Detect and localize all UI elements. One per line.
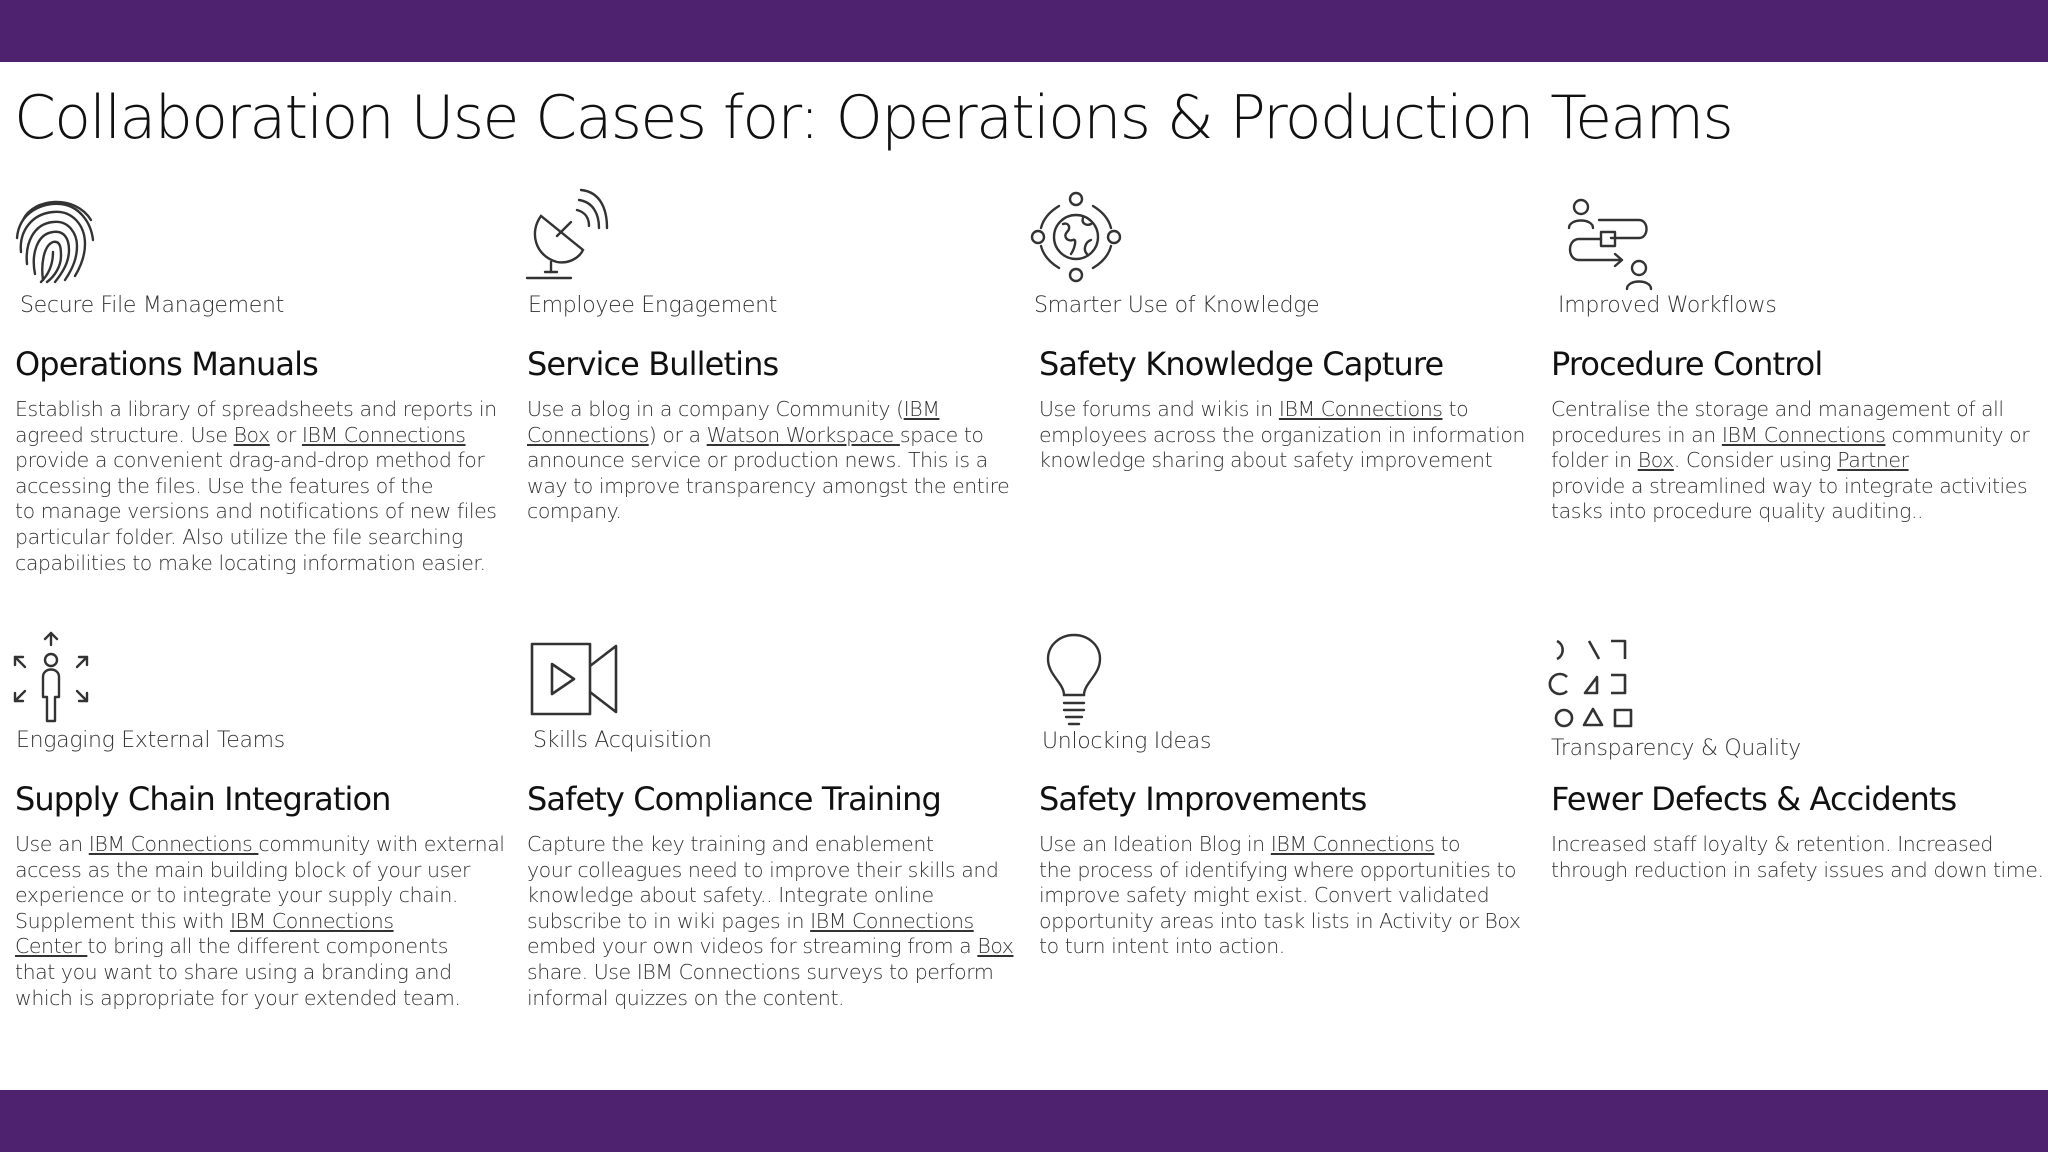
description-text: capabilities to make locating information easier. <box>15 550 486 575</box>
satellite-dish-icon <box>527 188 607 280</box>
card-description <box>527 397 1027 525</box>
description-link[interactable]: IBM Connections <box>301 422 466 447</box>
card-heading: Safety Improvements <box>1039 780 1367 818</box>
description-text: folder in <box>1551 448 1638 473</box>
card-category: Improved Workflows <box>1558 293 1777 318</box>
description-line <box>1551 397 2048 423</box>
description-text: Use a blog in a company Community ( <box>527 397 904 421</box>
description-text: way to improve transparency amongst the entire <box>527 473 1010 498</box>
description-line <box>15 525 515 551</box>
card-description <box>527 832 1027 1011</box>
description-line <box>15 832 515 858</box>
description-line <box>527 883 1027 909</box>
card-heading: Operations Manuals <box>15 345 318 383</box>
description-link[interactable]: Box <box>233 422 270 447</box>
description-line <box>15 986 515 1012</box>
card-heading: Supply Chain Integration <box>15 780 391 818</box>
description-text: Supplement this with <box>15 908 230 933</box>
person-arrows-icon <box>13 633 93 725</box>
description-text: agreed structure. Use <box>15 422 234 447</box>
description-line <box>1039 883 1539 909</box>
description-text: to bring all the different components <box>87 934 448 959</box>
description-text: informal quizzes on the content. <box>527 985 845 1010</box>
description-text: your colleagues need to improve their skills and <box>527 857 999 882</box>
description-text: the process of identifying where opportunities to <box>1039 857 1517 882</box>
description-text: space to <box>899 422 984 447</box>
description-text: knowledge sharing about safety improvement <box>1039 448 1493 473</box>
description-link[interactable]: Watson Workspace <box>706 422 900 447</box>
description-text: or <box>269 422 302 447</box>
description-text: experience or to integrate your supply chain. <box>15 883 458 908</box>
description-text: Centralise the storage and management of all <box>1551 397 2004 421</box>
description-line <box>15 474 515 500</box>
card-category: Skills Acquisition <box>533 728 712 753</box>
description-text: to <box>1434 832 1461 856</box>
description-line <box>527 474 1027 500</box>
card-category: Transparency & Quality <box>1551 736 1801 761</box>
description-text: announce service or production news. This is a <box>527 448 988 473</box>
description-link[interactable]: IBM Connections <box>1278 397 1443 421</box>
description-line <box>1551 448 2048 474</box>
description-text: that you want to share using a branding and <box>15 959 452 984</box>
description-line <box>15 397 515 423</box>
description-line <box>1039 858 1539 884</box>
description-line <box>1039 934 1539 960</box>
description-text: community with external <box>258 832 505 856</box>
description-line <box>527 832 1027 858</box>
description-link[interactable]: IBM Connections <box>1270 832 1435 856</box>
card-category: Employee Engagement <box>528 293 778 318</box>
description-text: knowledge about safety.. Integrate online <box>527 883 934 908</box>
card-heading: Safety Knowledge Capture <box>1039 345 1444 383</box>
description-text: share. Use IBM Connections surveys to perform <box>527 959 994 984</box>
description-text: Use an Ideation Blog in <box>1039 832 1271 856</box>
description-text: employees across the organization in information <box>1039 422 1525 447</box>
description-line <box>15 551 515 577</box>
description-link[interactable]: IBM Connections <box>229 908 394 933</box>
card-description <box>15 832 515 1011</box>
description-text: ) or a <box>648 422 707 447</box>
card-description <box>1551 832 2048 883</box>
description-text: Use forums and wikis in <box>1039 397 1279 421</box>
description-link[interactable]: Center <box>15 934 88 959</box>
description-line <box>527 960 1027 986</box>
video-camera-icon <box>530 642 620 716</box>
description-text: accessing the files. Use the features of the <box>15 473 433 498</box>
description-link[interactable]: Partner <box>1837 448 1909 473</box>
description-line <box>1039 397 1539 423</box>
description-text: which is appropriate for your extended team. <box>15 985 461 1010</box>
card-category: Unlocking Ideas <box>1042 729 1212 754</box>
description-line <box>15 960 515 986</box>
description-line <box>15 423 515 449</box>
description-text: . Consider using <box>1673 448 1838 473</box>
fingerprint-icon <box>15 192 97 284</box>
description-text: improve safety might exist. Convert validated <box>1039 883 1490 908</box>
description-text: through reduction in safety issues and down time. <box>1551 857 2044 882</box>
description-line <box>1551 858 2048 884</box>
description-line <box>527 934 1027 960</box>
description-text: opportunity areas into task lists in Activity or Box <box>1039 908 1521 933</box>
description-text: subscribe to in wiki pages in <box>527 908 811 933</box>
description-text: Capture the key training and enablement <box>527 832 934 856</box>
description-line <box>1551 832 2048 858</box>
description-line <box>527 499 1027 525</box>
description-line <box>527 858 1027 884</box>
description-text: procedures in an <box>1551 422 1722 447</box>
description-line <box>1039 423 1539 449</box>
card-heading: Procedure Control <box>1551 345 1823 383</box>
description-line <box>527 448 1027 474</box>
description-line <box>15 883 515 909</box>
description-line <box>527 909 1027 935</box>
description-line <box>527 986 1027 1012</box>
description-text: tasks into procedure quality auditing.. <box>1551 499 1924 524</box>
description-text: particular folder. Also utilize the file searching <box>15 524 463 549</box>
description-link[interactable]: IBM <box>903 397 940 421</box>
description-link[interactable]: IBM Connections <box>88 832 259 856</box>
description-text: provide a convenient drag-and-drop method for <box>15 448 485 473</box>
description-line <box>15 858 515 884</box>
workflow-icon <box>1565 198 1655 290</box>
description-line <box>527 423 1027 449</box>
description-text: to <box>1442 397 1469 421</box>
description-text: Use an <box>15 832 89 856</box>
description-text: embed your own videos for streaming from a <box>527 934 978 959</box>
card-description <box>15 397 515 576</box>
card-description <box>1039 397 1539 474</box>
card-heading: Service Bulletins <box>527 345 779 383</box>
description-text: access as the main building block of your user <box>15 857 470 882</box>
card-category: Smarter Use of Knowledge <box>1034 293 1320 318</box>
top-band <box>0 0 2048 62</box>
description-link[interactable]: Box <box>977 934 1014 959</box>
description-line <box>15 934 515 960</box>
description-line <box>1551 423 2048 449</box>
description-line <box>1039 832 1539 858</box>
card-description <box>1551 397 2048 525</box>
description-text: Increased staff loyalty & retention. Increased <box>1551 832 1993 856</box>
bottom-band <box>0 1090 2048 1152</box>
card-category: Engaging External Teams <box>16 728 285 753</box>
card-heading: Safety Compliance Training <box>527 780 941 818</box>
card-heading: Fewer Defects & Accidents <box>1551 780 1957 818</box>
description-link[interactable]: Box <box>1637 448 1674 473</box>
shapes-grid-icon <box>1553 637 1629 727</box>
page-title: Collaboration Use Cases for: Operations & Production Teams <box>14 83 1733 153</box>
description-line <box>1551 474 2048 500</box>
lightbulb-icon <box>1044 633 1104 727</box>
description-text: Establish a library of spreadsheets and reports in <box>15 397 497 421</box>
card-description <box>1039 832 1539 960</box>
description-link[interactable]: Connections <box>527 422 649 447</box>
description-link[interactable]: IBM Connections <box>1721 422 1886 447</box>
description-line <box>1039 448 1539 474</box>
description-text: to manage versions and notifications of new files <box>15 499 497 524</box>
description-line <box>15 499 515 525</box>
card-category: Secure File Management <box>20 293 284 318</box>
description-line <box>1551 499 2048 525</box>
description-link[interactable]: IBM Connections <box>810 908 974 933</box>
description-text: company. <box>527 499 622 524</box>
description-line <box>527 397 1027 423</box>
description-line <box>15 909 515 935</box>
description-text: community or <box>1885 422 2030 447</box>
globe-network-icon <box>1031 192 1121 282</box>
description-line <box>15 448 515 474</box>
description-text: to turn intent into action. <box>1039 934 1285 959</box>
description-line <box>1039 909 1539 935</box>
description-text: provide a streamlined way to integrate activities <box>1551 473 2028 498</box>
